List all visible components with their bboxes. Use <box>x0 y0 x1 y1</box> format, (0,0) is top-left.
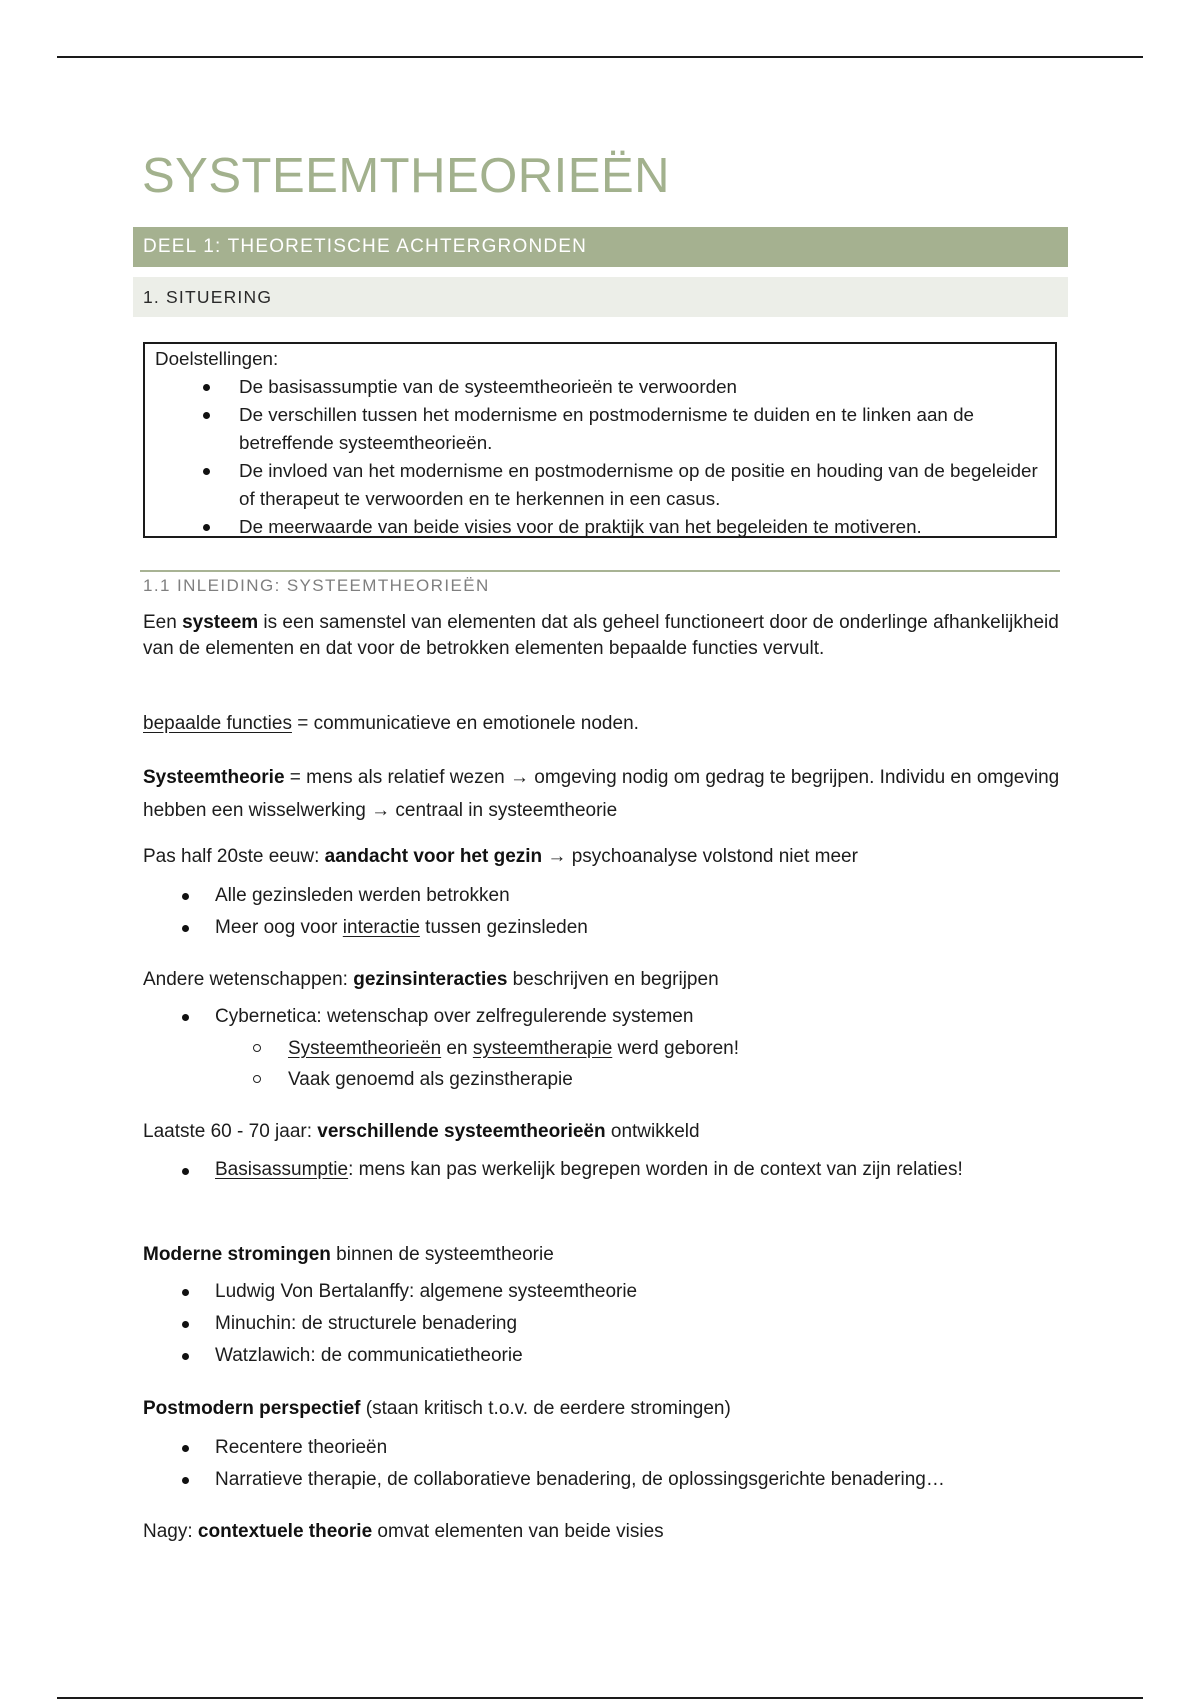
list-item: Narratieve therapie, de collaboratieve benadering, de oplossingsgerichte benadering… <box>215 1464 1063 1496</box>
gezin-list <box>143 880 1063 944</box>
section-heading: 1. SITUERING <box>133 277 1068 317</box>
cybernetica-list <box>143 1001 1063 1033</box>
paragraph-modern: Moderne stromingen binnen de systeemtheorie Ludwig Von Bertalanffy: algemene systeemtheorie Minuchin: de structurele benadering Watzlawich: de communicatietheorie <box>143 1242 1063 1372</box>
part-heading: DEEL 1: THEORETISCHE ACHTERGRONDEN <box>133 227 1068 267</box>
list-item: Cybernetica: wetenschap over zelfregulerende systemen <box>215 1001 1063 1033</box>
paragraph-wetenschappen: Andere wetenschappen: gezinsinteracties beschrijven en begrijpen Cybernetica: wetenschap over zelfregulerende systemen Systeemtheorieën en systeemtherapie werd geboren! Vaak genoemd als gezinstherapie <box>143 967 1063 1095</box>
paragraph-systeem: Een systeem is een samenstel van elementen dat als geheel functioneert door de onderlinge afhankelijkheid van de elementen en dat voor de betrokken elementen bepaalde functies vervult. <box>143 612 1059 659</box>
list-item: Watzlawich: de communicatietheorie <box>215 1340 1063 1372</box>
subsection-rule <box>140 570 1060 572</box>
document-title: SYSTEEMTHEORIEËN <box>142 149 671 203</box>
paragraph-laatste: Laatste 60 - 70 jaar: verschillende systeemtheorieën ontwikkeld Basisassumptie: mens kan pas werkelijk begrepen worden in de context van zijn relaties! <box>143 1119 1063 1185</box>
top-rule <box>57 56 1143 58</box>
paragraph-nagy: Nagy: contextuele theorie omvat elementen van beide visies <box>143 1521 664 1542</box>
list-item: Basisassumptie: mens kan pas werkelijk begrepen worden in de context van zijn relaties! <box>215 1155 995 1185</box>
list-item: Minuchin: de structurele benadering <box>215 1308 1063 1340</box>
goals-label: Doelstellingen: <box>155 348 279 369</box>
goals-box <box>143 342 1057 538</box>
goals-list <box>155 373 1055 541</box>
postmodern-list <box>143 1432 1063 1496</box>
list-item: Meer oog voor interactie tussen gezinsleden <box>215 912 1063 944</box>
paragraph-functies: bepaalde functies = communicatieve en emotionele noden. <box>143 713 639 734</box>
modern-list <box>143 1276 1063 1372</box>
list-item: Alle gezinsleden werden betrokken <box>215 880 1063 912</box>
list-item: Recentere theorieën <box>215 1432 1063 1464</box>
bottom-rule <box>57 1697 1143 1699</box>
subsection-heading: 1.1 INLEIDING: SYSTEEMTHEORIEËN <box>143 576 490 595</box>
paragraph-postmodern: Postmodern perspectief (staan kritisch t.o.v. de eerdere stromingen) Recentere theorieën Narratieve therapie, de collaboratieve benadering, de oplossingsgerichte benadering… <box>143 1396 1063 1496</box>
paragraph-gezin: Pas half 20ste eeuw: aandacht voor het gezin → psychoanalyse volstond niet meer Alle gezinsleden werden betrokken Meer oog voor interactie tussen gezinsleden <box>143 844 1063 944</box>
basisassumptie-list <box>143 1155 995 1185</box>
goal-item: De invloed van het modernisme en postmodernisme op de positie en houding van de begeleider of therapeut te verwoorden en te herkennen in een casus. <box>239 457 1055 513</box>
goal-item: De meerwaarde van beide visies voor de praktijk van het begeleiden te motiveren. <box>239 513 1055 541</box>
goal-item: De basisassumptie van de systeemtheorieën te verwoorden <box>239 373 1055 401</box>
goal-item: De verschillen tussen het modernisme en postmodernisme te duiden en te linken aan de betreffende systeemtheorieën. <box>239 401 1055 457</box>
sub-list-item: Systeemtheorieën en systeemtherapie werd geboren! <box>288 1033 1063 1064</box>
cybernetica-sublist <box>143 1033 1063 1095</box>
list-item: Ludwig Von Bertalanffy: algemene systeemtheorie <box>215 1276 1063 1308</box>
paragraph-systeemtheorie: Systeemtheorie = mens als relatief wezen → omgeving nodig om gedrag te begrijpen. Individu en omgeving hebben een wisselwerking → centraal in systeemtheorie <box>143 767 1060 821</box>
sub-list-item: Vaak genoemd als gezinstherapie <box>288 1064 1063 1095</box>
